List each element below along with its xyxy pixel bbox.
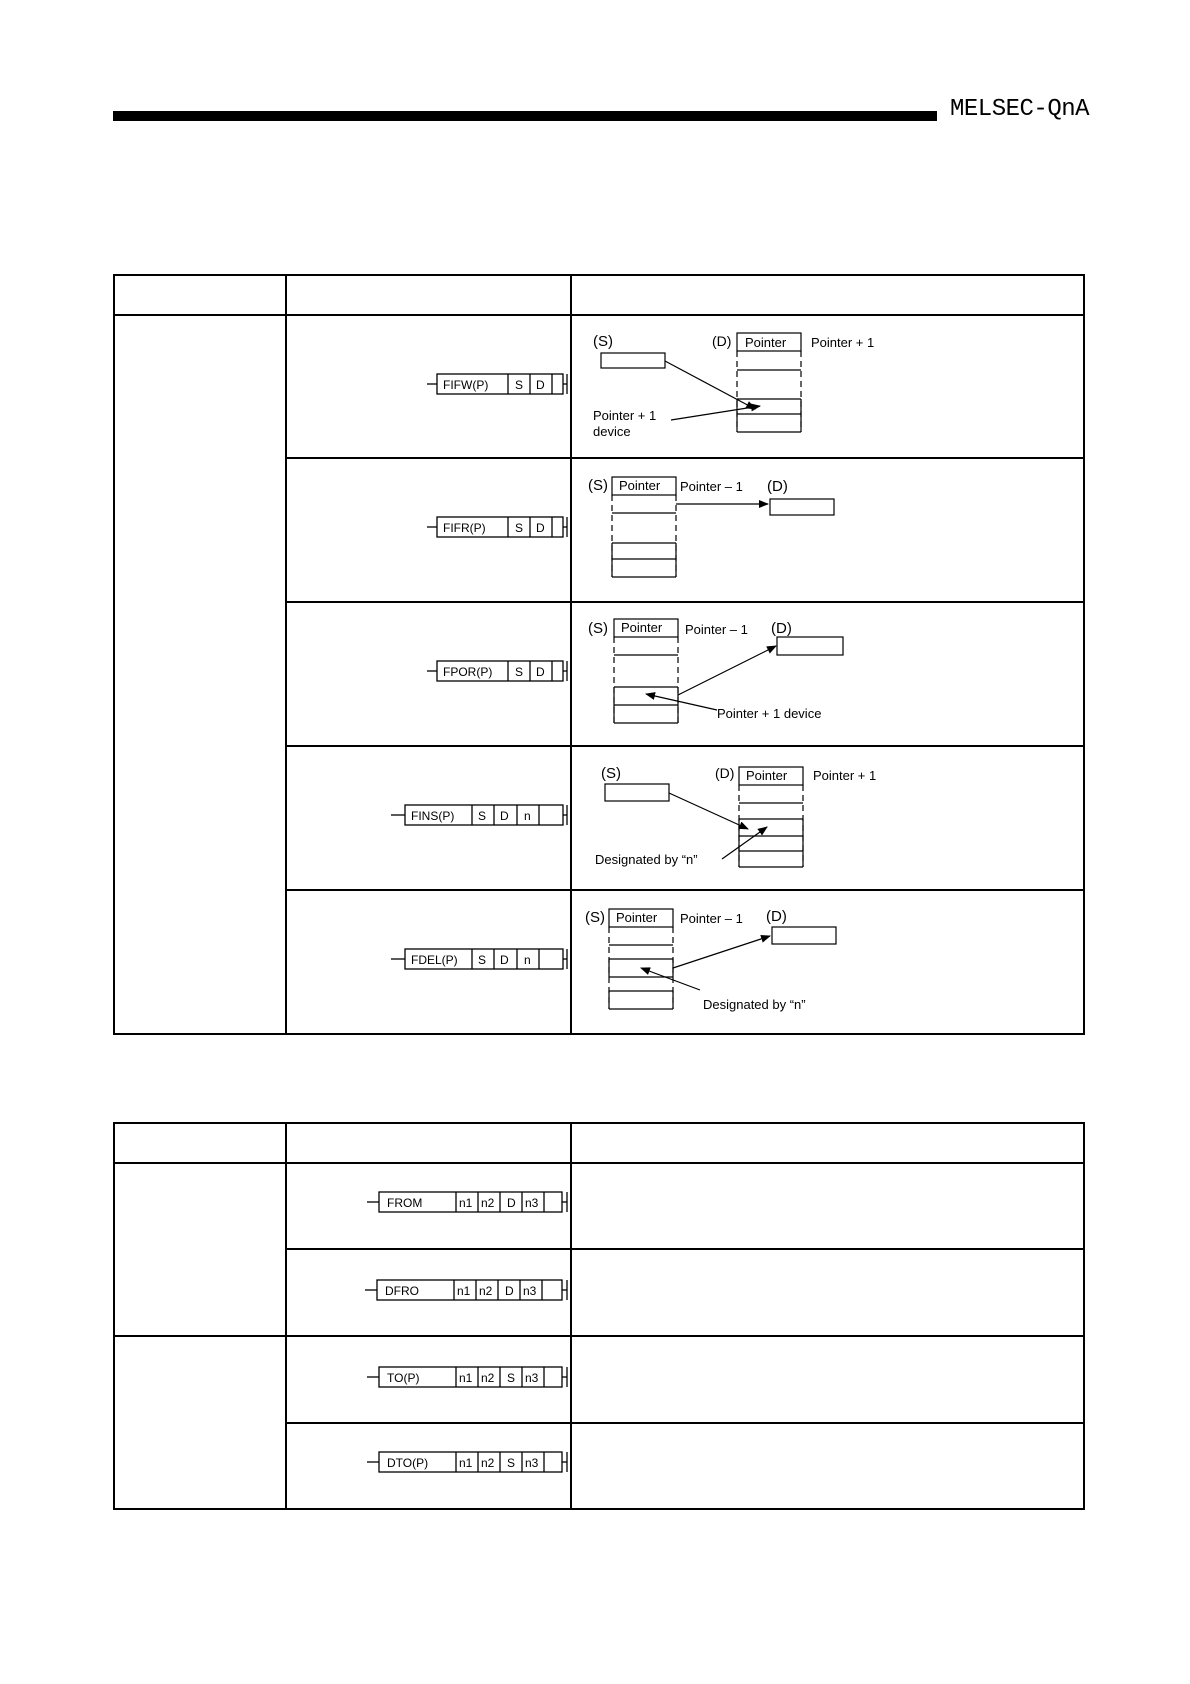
ladder-cell-to [286,1336,571,1423]
diagram-cell-fdel [571,890,1084,1034]
destination-device [772,927,836,944]
operand-s: S [507,1456,516,1470]
diagram-cell-fins [571,746,1084,890]
label-s: (S) [588,477,608,494]
operand-n2: n2 [481,1196,495,1210]
operand-n1: n1 [457,1284,471,1298]
label-pointer: Pointer [746,768,788,783]
fifo-read-diagram [572,459,1083,596]
ladder-cell-dto [286,1423,571,1509]
operand-n1: n1 [459,1371,473,1385]
label-s: (S) [585,909,605,926]
label-pointer: Pointer [619,478,661,493]
label-designated-by-n: Designated by “n” [703,997,806,1012]
label-pointer: Pointer [745,335,787,350]
ladder-cell-fins [286,746,571,890]
source-device [605,784,669,801]
description-cell-dfro [571,1249,1084,1336]
description-cell-dto [571,1423,1084,1509]
operand-d: D [536,521,545,535]
table1-header-cell-1 [114,275,286,315]
label-pointer: Pointer [621,620,663,635]
ladder-cell-fdel [286,890,571,1034]
description-cell-to [571,1336,1084,1423]
label-d: (D) [712,333,732,349]
label-pointer-minus-1: Pointer – 1 [680,911,743,926]
label-d: (D) [771,620,792,637]
label-pointer: Pointer [616,910,658,925]
operand-n3: n3 [523,1284,537,1298]
label-s: (S) [588,620,608,637]
label-d: (D) [767,478,788,495]
operand-s: S [478,809,487,823]
source-device [601,353,665,368]
ladder-symbol-fifw [287,316,570,452]
buffer-memory-instruction-table [113,1122,1085,1510]
operand-n: n [524,809,531,823]
fifo-pointer-read-diagram [572,603,1083,740]
label-pointer-minus-1: Pointer – 1 [685,622,748,637]
table2-category-cell-write [114,1336,286,1509]
destination-device [777,637,843,655]
instruction-name: DTO(P) [387,1456,429,1470]
operand-s: S [507,1371,516,1385]
ladder-symbol-fins [287,747,570,884]
label-designated-by-n: Designated by “n” [595,852,698,867]
diagram-cell-fpor [571,602,1084,746]
label-s: (S) [593,333,613,350]
operand-n2: n2 [481,1371,495,1385]
ladder-symbol-dto [287,1424,570,1503]
ladder-cell-fpor [286,602,571,746]
label-pointer-plus-1-device-1: Pointer + 1 [593,408,657,423]
operand-d: D [536,378,545,392]
description-cell-from [571,1163,1084,1249]
table2-header-cell-1 [114,1123,286,1163]
table1-header-cell-2 [286,275,571,315]
operand-n1: n1 [459,1456,473,1470]
instruction-name: FDEL(P) [411,953,458,967]
ladder-cell-fifr [286,458,571,602]
operand-d: D [505,1284,514,1298]
operand-s: S [478,953,487,967]
label-pointer-minus-1: Pointer – 1 [680,479,743,494]
label-pointer-plus-1-device: Pointer + 1 device [717,706,822,721]
instruction-name: FIFW(P) [443,378,489,392]
ladder-symbol-fpor [287,603,570,740]
instruction-name: DFRO [385,1284,419,1298]
ladder-cell-fifw [286,315,571,458]
table1-header-cell-3 [571,275,1084,315]
ladder-symbol-fifr [287,459,570,596]
operand-s: S [515,665,524,679]
ladder-symbol-dfro [287,1250,570,1330]
ladder-symbol-to [287,1337,570,1417]
label-d: (D) [715,765,735,781]
label-pointer-plus-1: Pointer + 1 [811,335,875,350]
operand-d: D [500,809,509,823]
instruction-name: TO(P) [387,1371,420,1385]
ladder-cell-from [286,1163,571,1249]
operand-n2: n2 [479,1284,493,1298]
instruction-name: FINS(P) [411,809,455,823]
fifo-delete-diagram [572,891,1083,1028]
instruction-name: FPOR(P) [443,665,493,679]
diagram-cell-fifr [571,458,1084,602]
operand-n3: n3 [525,1196,539,1210]
table2-category-cell-read [114,1163,286,1336]
operand-d: D [500,953,509,967]
diagram-cell-fifw [571,315,1084,458]
header-rule [113,111,937,121]
header-title: MELSEC-QnA [950,96,1090,123]
ladder-cell-dfro [286,1249,571,1336]
instruction-name: FROM [387,1196,423,1210]
instruction-name: FIFR(P) [443,521,486,535]
operand-n2: n2 [481,1456,495,1470]
operand-d: D [536,665,545,679]
operand-n3: n3 [525,1456,539,1470]
ladder-symbol-from [287,1164,570,1243]
table2-header-cell-2 [286,1123,571,1163]
operand-d: D [507,1196,516,1210]
label-pointer-plus-1: Pointer + 1 [813,768,877,783]
table2-header-cell-3 [571,1123,1084,1163]
fifo-write-diagram [572,316,1083,452]
operand-s: S [515,378,524,392]
operand-s: S [515,521,524,535]
label-pointer-plus-1-device-2: device [593,424,631,439]
label-d: (D) [766,908,787,925]
ladder-symbol-fdel [287,891,570,1028]
operand-n3: n3 [525,1371,539,1385]
operand-n: n [524,953,531,967]
label-s: (S) [601,765,621,782]
operand-n1: n1 [459,1196,473,1210]
destination-device [770,499,834,515]
fifo-insert-diagram [572,747,1083,884]
table1-category-cell [114,315,286,1034]
fifo-instruction-table [113,274,1085,1035]
